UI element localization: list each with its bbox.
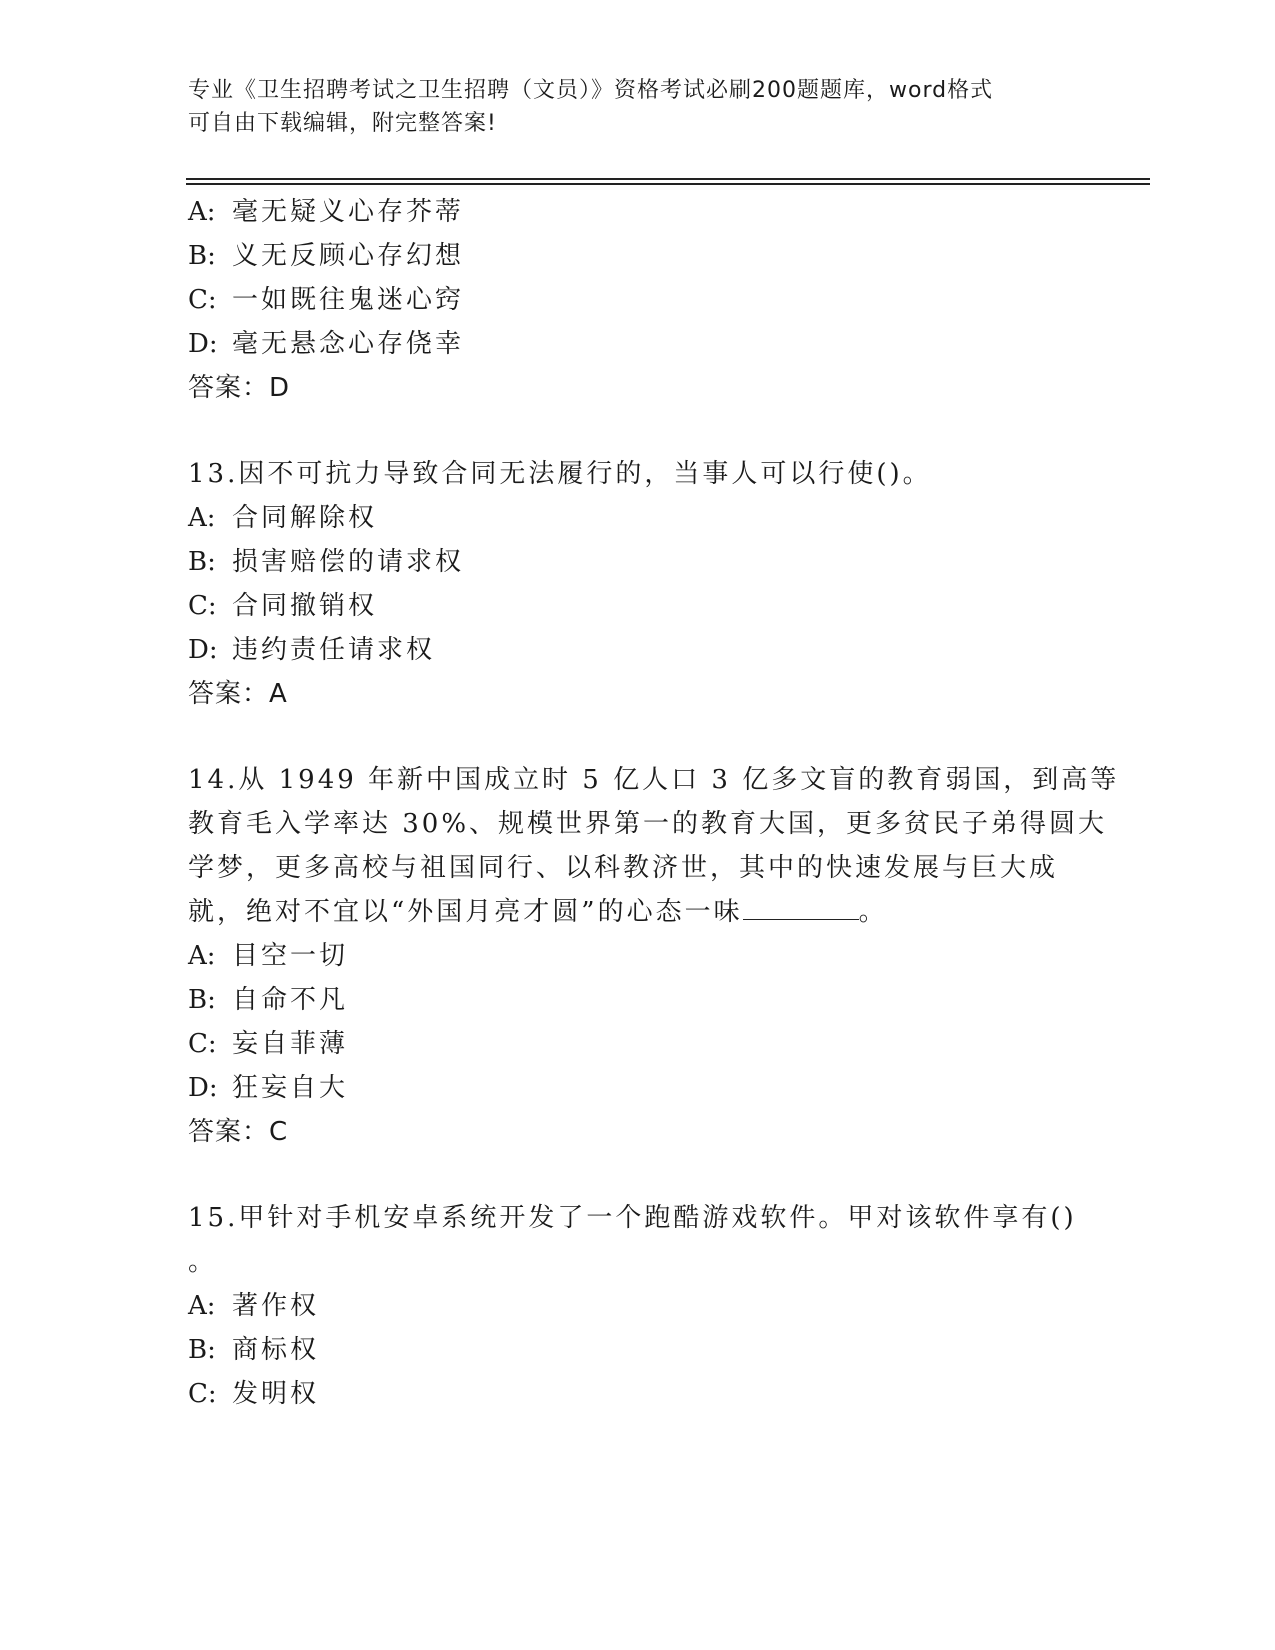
q15-option-b	[188, 1329, 319, 1366]
option-label: A:	[188, 197, 216, 227]
q12-option-d	[188, 323, 464, 360]
q12-option-b	[188, 235, 464, 272]
option-label: B:	[188, 985, 216, 1015]
option-label: B:	[188, 1335, 216, 1365]
document-header	[188, 74, 1068, 140]
q14-option-b	[188, 979, 348, 1016]
q13-option-c	[188, 585, 377, 622]
fill-in-blank	[743, 899, 859, 920]
option-text: 义无反顾心存幻想	[232, 241, 465, 271]
option-text: 合同撤销权	[232, 591, 378, 621]
option-label: A:	[188, 503, 216, 533]
option-label: B:	[188, 547, 216, 577]
q12-option-a	[188, 191, 464, 228]
q14-question-line-3: 学梦，更多高校与祖国同行、以科教济世，其中的快速发展与巨大成	[188, 853, 1059, 883]
option-label: B:	[188, 241, 216, 271]
option-text: 商标权	[232, 1335, 320, 1365]
option-text: 著作权	[232, 1291, 320, 1321]
q13-option-a	[188, 497, 377, 534]
q14-option-a	[188, 935, 348, 972]
q15-question-line-1: 15.甲针对手机安卓系统开发了一个跑酷游戏软件。甲对该软件享有()	[188, 1203, 1077, 1233]
option-label: C:	[188, 591, 217, 621]
option-label: C:	[188, 1029, 217, 1059]
q12-option-c	[188, 279, 464, 316]
option-text: 一如既往鬼迷心窍	[232, 285, 465, 315]
q12-answer: 答案：D	[188, 373, 291, 403]
option-label: C:	[188, 1379, 217, 1409]
q14-question-end: 。	[858, 897, 888, 927]
q14-question-line-4	[188, 891, 888, 928]
option-text: 损害赔偿的请求权	[232, 547, 465, 577]
q14-answer: 答案：C	[188, 1117, 289, 1147]
header-title-line-1: 专业《卫生招聘考试之卫生招聘（文员）》资格考试必刷200题题库，word格式	[188, 78, 994, 103]
header-divider-bottom	[186, 183, 1150, 185]
q14-question-line-2: 教育毛入学率达 30%、规模世界第一的教育大国，更多贫民子弟得圆大	[188, 809, 1108, 839]
option-label: A:	[188, 941, 216, 971]
header-title-line-2: 可自由下载编辑，附完整答案!	[188, 111, 497, 136]
q13-question: 13.因不可抗力导致合同无法履行的，当事人可以行使()。	[188, 459, 932, 489]
option-label: A:	[188, 1291, 216, 1321]
option-text: 目空一切	[232, 941, 349, 971]
option-text: 发明权	[232, 1379, 320, 1409]
q14-option-d	[188, 1067, 348, 1104]
option-label: D:	[188, 329, 218, 359]
q14-question-line-1: 14.从 1949 年新中国成立时 5 亿人口 3 亿多文盲的教育弱国，到高等	[188, 765, 1120, 795]
q14-option-c	[188, 1023, 348, 1060]
q15-option-a	[188, 1285, 319, 1322]
q13-option-d	[188, 629, 435, 666]
option-text: 自命不凡	[232, 985, 349, 1015]
header-divider-top	[186, 178, 1150, 180]
option-text: 合同解除权	[232, 503, 378, 533]
q13-option-b	[188, 541, 464, 578]
option-text: 妄自菲薄	[232, 1029, 349, 1059]
option-text: 狂妄自大	[232, 1073, 349, 1103]
q13-answer: 答案：A	[188, 679, 288, 709]
q15-option-c	[188, 1373, 319, 1410]
q15-question-line-2: 。	[188, 1247, 218, 1277]
q14-question-text: 就，绝对不宜以“外国月亮才圆”的心态一味	[188, 897, 743, 927]
option-text: 违约责任请求权	[232, 635, 436, 665]
option-label: C:	[188, 285, 217, 315]
option-label: D:	[188, 1073, 218, 1103]
option-text: 毫无悬念心存侥幸	[232, 329, 465, 359]
option-label: D:	[188, 635, 218, 665]
option-text: 毫无疑义心存芥蒂	[232, 197, 465, 227]
